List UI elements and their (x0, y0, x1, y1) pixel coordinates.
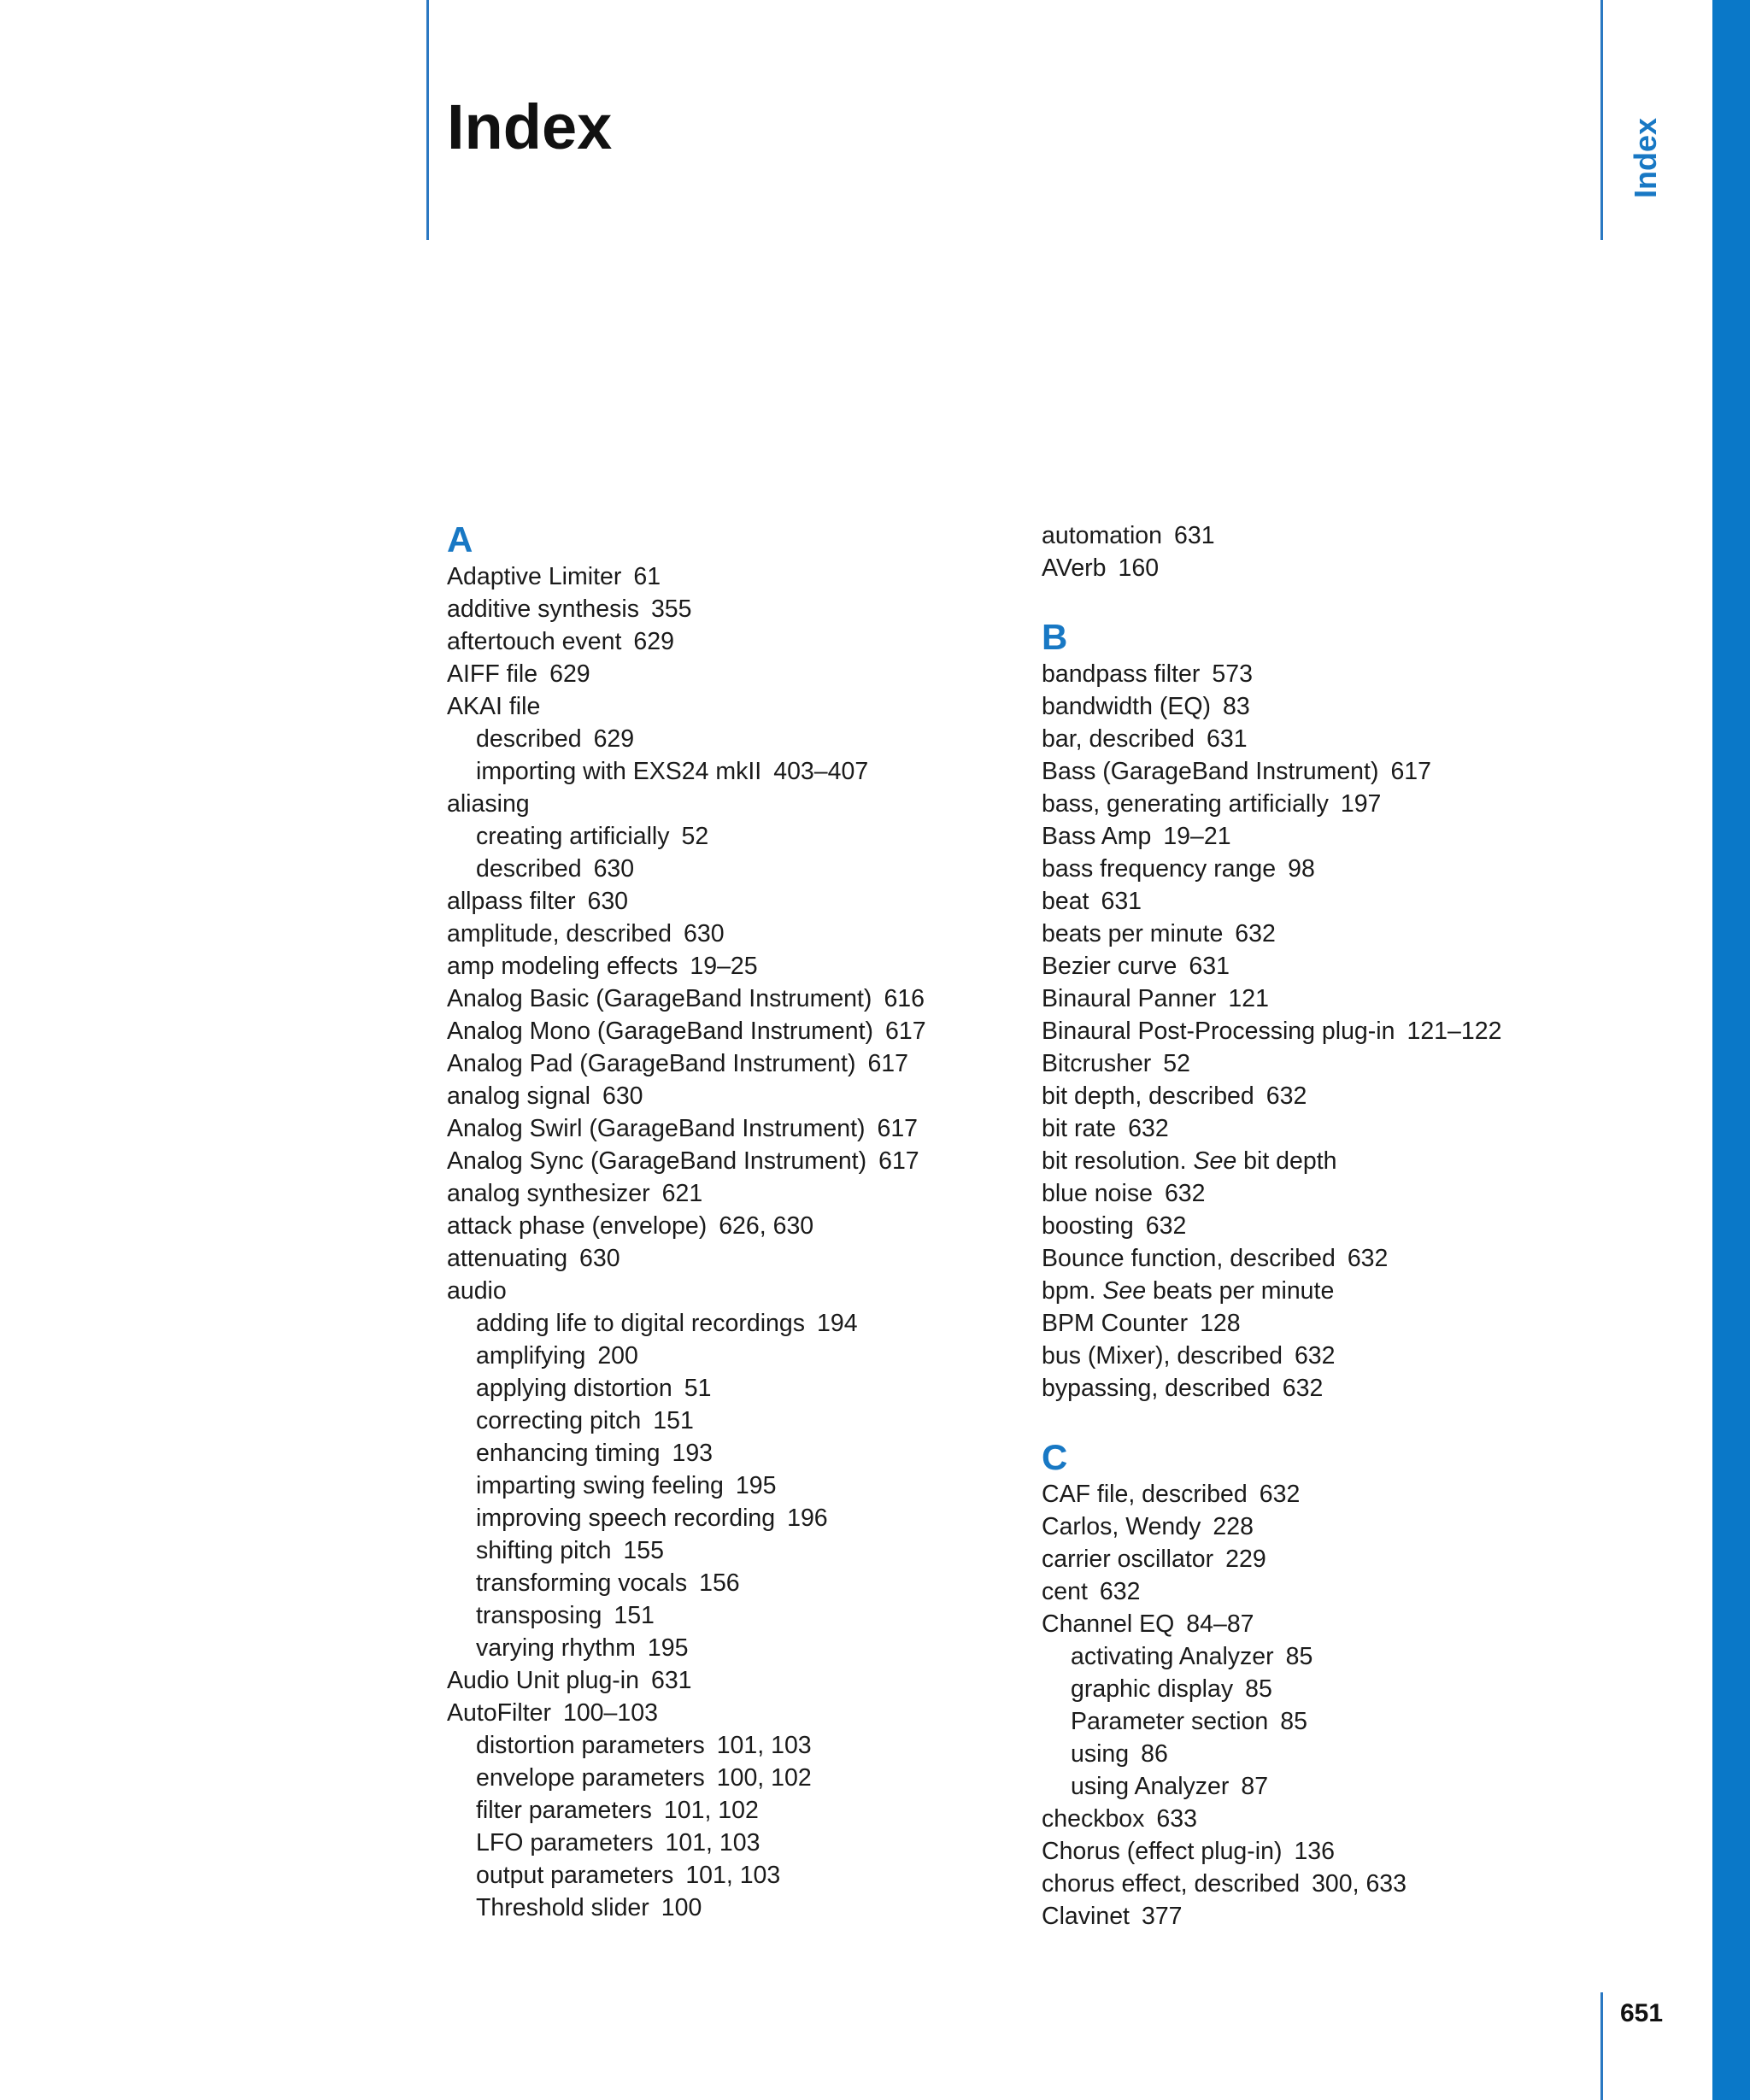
index-subentry (447, 1437, 994, 1469)
entry-term: activating Analyzer (1071, 1643, 1274, 1670)
index-subentry (1042, 1738, 1589, 1770)
index-entry (447, 983, 994, 1015)
entry-pages: 632 (1294, 1342, 1336, 1370)
index-entry (1042, 690, 1589, 723)
page-number: 651 (1620, 1999, 1664, 2027)
entry-pages: 19–21 (1163, 823, 1231, 850)
see-reference-label: See (1102, 1277, 1147, 1305)
entry-pages: 196 (787, 1505, 828, 1532)
entry-term: described (476, 855, 582, 883)
entry-term: shifting pitch (476, 1537, 612, 1564)
entry-pages: 632 (1128, 1115, 1169, 1142)
entry-term: additive synthesis (447, 595, 639, 623)
index-entry (447, 690, 994, 723)
index-subentry (447, 1632, 994, 1664)
entry-term: boosting (1042, 1212, 1134, 1240)
entry-term: bus (Mixer), described (1042, 1342, 1283, 1370)
entry-pages: 632 (1259, 1481, 1301, 1508)
entry-term: blue noise (1042, 1180, 1153, 1207)
entry-pages: 617 (885, 1018, 926, 1045)
index-entry (447, 560, 994, 593)
entry-pages: 631 (1189, 953, 1230, 980)
entry-pages: 630 (593, 855, 635, 883)
index-entry (1042, 918, 1589, 950)
entry-term: Binaural Panner (1042, 985, 1217, 1012)
entry-term: using (1071, 1740, 1130, 1768)
index-entry (1042, 1080, 1589, 1112)
entry-term: transposing (476, 1602, 602, 1629)
side-color-band (1712, 0, 1750, 2100)
see-reference-label: See (1193, 1147, 1237, 1175)
entry-pages: 403–407 (773, 758, 869, 785)
entry-pages: 632 (1266, 1082, 1307, 1110)
entry-term: carrier oscillator (1042, 1546, 1214, 1573)
entry-pages: 101, 103 (716, 1732, 812, 1759)
index-subentry (447, 853, 994, 885)
entry-term: importing with EXS24 mkII (476, 758, 762, 785)
index-entry (1042, 552, 1589, 584)
index-entry (447, 1664, 994, 1697)
index-subentry (447, 1405, 994, 1437)
entry-term: bit rate (1042, 1115, 1117, 1142)
entry-term: Analog Sync (GarageBand Instrument) (447, 1147, 867, 1175)
entry-pages: 136 (1294, 1838, 1335, 1865)
index-entry (1042, 1047, 1589, 1080)
entry-term: improving speech recording (476, 1505, 776, 1532)
index-entry (447, 1697, 994, 1729)
see-reference-target: bit depth (1236, 1147, 1337, 1175)
entry-term: bass, generating artificially (1042, 790, 1329, 818)
entry-pages: 621 (661, 1180, 703, 1207)
see-reference-target: beats per minute (1146, 1277, 1335, 1305)
index-entry (1042, 658, 1589, 690)
entry-pages: 630 (579, 1245, 620, 1272)
entry-term: cent (1042, 1578, 1088, 1605)
index-entry (1042, 519, 1589, 552)
entry-pages: 19–25 (690, 953, 758, 980)
entry-pages: 101, 103 (685, 1862, 781, 1889)
entry-term: Threshold slider (476, 1894, 649, 1921)
entry-term: Channel EQ (1042, 1610, 1175, 1638)
entry-pages: 355 (650, 595, 692, 623)
entry-term: correcting pitch (476, 1407, 642, 1434)
entry-term: Chorus (effect plug-in) (1042, 1838, 1283, 1865)
index-entry (1042, 1112, 1589, 1145)
entry-term: Adaptive Limiter (447, 563, 622, 590)
entry-term: AutoFilter (447, 1699, 551, 1727)
entry-term: Bass (GarageBand Instrument) (1042, 758, 1379, 785)
index-entry (447, 1242, 994, 1275)
index-entry (1042, 1575, 1589, 1608)
index-entry (1042, 1478, 1589, 1510)
entry-pages: 151 (614, 1602, 655, 1629)
entry-term: applying distortion (476, 1375, 672, 1402)
index-entry (447, 593, 994, 625)
entry-term: BPM Counter (1042, 1310, 1189, 1337)
entry-term: Analog Mono (GarageBand Instrument) (447, 1018, 874, 1045)
entry-pages: 121–122 (1406, 1018, 1502, 1045)
index-entry (1042, 1145, 1589, 1177)
entry-term: CAF file, described (1042, 1481, 1248, 1508)
index-entry (1042, 755, 1589, 788)
index-entry (447, 1275, 994, 1307)
index-entry (447, 950, 994, 983)
entry-term: bpm. (1042, 1277, 1096, 1305)
entry-term: attenuating (447, 1245, 568, 1272)
entry-term: beats per minute (1042, 920, 1224, 947)
index-subentry (447, 723, 994, 755)
entry-term: transforming vocals (476, 1569, 688, 1597)
index-subentry (447, 755, 994, 788)
index-column-right (1042, 519, 1589, 1933)
entry-pages: 617 (877, 1115, 919, 1142)
entry-pages: 155 (623, 1537, 664, 1564)
entry-pages: 100 (661, 1894, 702, 1921)
entry-term: Clavinet (1042, 1903, 1130, 1930)
entry-pages: 630 (602, 1082, 643, 1110)
entry-pages: 86 (1141, 1740, 1168, 1768)
entry-pages: 195 (735, 1472, 777, 1499)
entry-term: creating artificially (476, 823, 670, 850)
index-entry (1042, 1900, 1589, 1933)
section-letter: A (447, 519, 473, 560)
entry-pages: 617 (867, 1050, 909, 1077)
entry-term: distortion parameters (476, 1732, 705, 1759)
index-entry (447, 1112, 994, 1145)
entry-term: bass frequency range (1042, 855, 1277, 883)
entry-pages: 633 (1156, 1805, 1197, 1833)
entry-pages: 629 (549, 660, 590, 688)
entry-term: AIFF file (447, 660, 538, 688)
index-entry (1042, 1543, 1589, 1575)
index-entry (1042, 723, 1589, 755)
index-entry (1042, 950, 1589, 983)
entry-pages: 632 (1164, 1180, 1206, 1207)
entry-pages: 631 (1207, 725, 1248, 753)
entry-term: Parameter section (1071, 1708, 1269, 1735)
entry-pages: 100–103 (562, 1699, 658, 1727)
index-subentry (447, 1762, 994, 1794)
entry-term: AKAI file (447, 693, 541, 720)
entry-pages: 52 (1163, 1050, 1190, 1077)
entry-term: Bounce function, described (1042, 1245, 1336, 1272)
entry-pages: 52 (681, 823, 709, 850)
index-entry (1042, 1307, 1589, 1340)
index-subentry (447, 1372, 994, 1405)
entry-term: varying rhythm (476, 1634, 636, 1662)
index-entry (1042, 983, 1589, 1015)
index-subentry (1042, 1673, 1589, 1705)
entry-pages: 629 (633, 628, 674, 655)
index-subentry (1042, 1640, 1589, 1673)
entry-pages: 626, 630 (719, 1212, 814, 1240)
entry-pages: 377 (1141, 1903, 1183, 1930)
entry-pages: 229 (1225, 1546, 1266, 1573)
entry-term: filter parameters (476, 1797, 652, 1824)
header-rule-right (1600, 0, 1603, 240)
index-entry (447, 788, 994, 820)
side-tab-label: Index (1628, 117, 1663, 198)
entry-pages: 151 (653, 1407, 694, 1434)
entry-pages: 629 (593, 725, 635, 753)
index-entry (1042, 1015, 1589, 1047)
entry-term: imparting swing feeling (476, 1472, 724, 1499)
index-entry (447, 658, 994, 690)
entry-term: Analog Pad (GarageBand Instrument) (447, 1050, 856, 1077)
entry-pages: 83 (1223, 693, 1250, 720)
index-entry (1042, 1210, 1589, 1242)
index-subentry (447, 1307, 994, 1340)
index-entry (1042, 1372, 1589, 1405)
entry-term: bit depth, described (1042, 1082, 1254, 1110)
index-subentry (447, 820, 994, 853)
entry-term: Carlos, Wendy (1042, 1513, 1201, 1540)
entry-pages: 101, 102 (663, 1797, 759, 1824)
entry-pages: 300, 633 (1312, 1870, 1407, 1898)
entry-term: audio (447, 1277, 507, 1305)
entry-pages: 228 (1213, 1513, 1254, 1540)
index-subentry (447, 1567, 994, 1599)
index-entry (1042, 1340, 1589, 1372)
entry-term: Bitcrusher (1042, 1050, 1152, 1077)
index-subentry (447, 1794, 994, 1827)
index-subentry (447, 1534, 994, 1567)
entry-pages: 573 (1212, 660, 1253, 688)
entry-pages: 84–87 (1186, 1610, 1254, 1638)
entry-term: AVerb (1042, 554, 1107, 582)
index-entry (447, 918, 994, 950)
entry-term: adding life to digital recordings (476, 1310, 805, 1337)
entry-term: amp modeling effects (447, 953, 678, 980)
entry-pages: 632 (1145, 1212, 1187, 1240)
entry-pages: 101, 103 (665, 1829, 760, 1857)
index-entry (447, 1210, 994, 1242)
index-subentry (447, 1340, 994, 1372)
index-entry (1042, 1275, 1589, 1307)
entry-term: bypassing, described (1042, 1375, 1271, 1402)
entry-pages: 194 (817, 1310, 858, 1337)
index-entry (1042, 1510, 1589, 1543)
entry-term: Bezier curve (1042, 953, 1177, 980)
index-entry (447, 885, 994, 918)
entry-pages: 156 (699, 1569, 740, 1597)
entry-pages: 85 (1245, 1675, 1272, 1703)
index-subentry (1042, 1770, 1589, 1803)
entry-term: Analog Swirl (GarageBand Instrument) (447, 1115, 866, 1142)
entry-term: automation (1042, 522, 1163, 549)
index-entry (1042, 820, 1589, 853)
entry-pages: 632 (1235, 920, 1276, 947)
entry-term: enhancing timing (476, 1440, 661, 1467)
entry-term: envelope parameters (476, 1764, 705, 1792)
index-entry (447, 1177, 994, 1210)
entry-term: bit resolution. (1042, 1147, 1187, 1175)
entry-term: LFO parameters (476, 1829, 654, 1857)
entry-term: bandwidth (EQ) (1042, 693, 1212, 720)
entry-pages: 631 (1101, 888, 1142, 915)
entry-term: Binaural Post-Processing plug-in (1042, 1018, 1395, 1045)
entry-pages: 632 (1099, 1578, 1141, 1605)
page-title: Index (447, 91, 613, 162)
entry-pages: 632 (1347, 1245, 1389, 1272)
index-entry (447, 1047, 994, 1080)
entry-pages: 128 (1200, 1310, 1241, 1337)
index-entry (1042, 1242, 1589, 1275)
entry-pages: 85 (1280, 1708, 1307, 1735)
entry-pages: 631 (1174, 522, 1215, 549)
entry-pages: 630 (684, 920, 725, 947)
footer-rule (1600, 1992, 1603, 2100)
index-entry (1042, 1868, 1589, 1900)
index-entry (1042, 1177, 1589, 1210)
index-subentry (447, 1502, 994, 1534)
entry-term: checkbox (1042, 1805, 1145, 1833)
entry-term: analog synthesizer (447, 1180, 650, 1207)
index-entry (1042, 885, 1589, 918)
index-entry (1042, 788, 1589, 820)
entry-pages: 617 (878, 1147, 919, 1175)
entry-term: beat (1042, 888, 1089, 915)
entry-pages: 193 (672, 1440, 714, 1467)
entry-pages: 121 (1228, 985, 1269, 1012)
entry-term: described (476, 725, 582, 753)
entry-pages: 195 (647, 1634, 689, 1662)
entry-pages: 100, 102 (716, 1764, 812, 1792)
index-entry (447, 1015, 994, 1047)
entry-term: aftertouch event (447, 628, 622, 655)
index-subentry (447, 1892, 994, 1924)
index-subentry (1042, 1705, 1589, 1738)
entry-pages: 61 (633, 563, 661, 590)
entry-term: Bass Amp (1042, 823, 1152, 850)
entry-term: Analog Basic (GarageBand Instrument) (447, 985, 872, 1012)
entry-term: analog signal (447, 1082, 590, 1110)
entry-pages: 85 (1285, 1643, 1313, 1670)
index-subentry (447, 1827, 994, 1859)
section-letter: B (1042, 617, 1068, 657)
index-entry (1042, 853, 1589, 885)
index-entry (447, 1145, 994, 1177)
index-entry (447, 625, 994, 658)
entry-pages: 160 (1118, 554, 1160, 582)
entry-term: amplifying (476, 1342, 586, 1370)
index-entry (447, 1080, 994, 1112)
entry-term: attack phase (envelope) (447, 1212, 708, 1240)
entry-pages: 617 (1390, 758, 1431, 785)
entry-pages: 200 (597, 1342, 638, 1370)
entry-term: using Analyzer (1071, 1773, 1230, 1800)
index-entry (1042, 1803, 1589, 1835)
entry-term: chorus effect, described (1042, 1870, 1301, 1898)
entry-term: bar, described (1042, 725, 1195, 753)
index-subentry (447, 1859, 994, 1892)
entry-term: aliasing (447, 790, 530, 818)
index-subentry (447, 1729, 994, 1762)
entry-term: graphic display (1071, 1675, 1234, 1703)
index-subentry (447, 1599, 994, 1632)
entry-pages: 87 (1241, 1773, 1269, 1800)
index-entry (1042, 1608, 1589, 1640)
entry-pages: 631 (650, 1667, 692, 1694)
entry-term: output parameters (476, 1862, 674, 1889)
entry-pages: 632 (1282, 1375, 1324, 1402)
entry-pages: 98 (1288, 855, 1315, 883)
entry-pages: 616 (884, 985, 925, 1012)
header-rule-left (426, 0, 429, 240)
entry-term: amplitude, described (447, 920, 672, 947)
entry-pages: 51 (684, 1375, 712, 1402)
entry-pages: 197 (1340, 790, 1382, 818)
entry-term: Audio Unit plug-in (447, 1667, 639, 1694)
index-subentry (447, 1469, 994, 1502)
entry-term: allpass filter (447, 888, 576, 915)
section-letter: C (1042, 1437, 1068, 1477)
entry-term: bandpass filter (1042, 660, 1201, 688)
index-column-left (447, 519, 994, 1924)
entry-pages: 630 (587, 888, 629, 915)
index-entry (1042, 1835, 1589, 1868)
